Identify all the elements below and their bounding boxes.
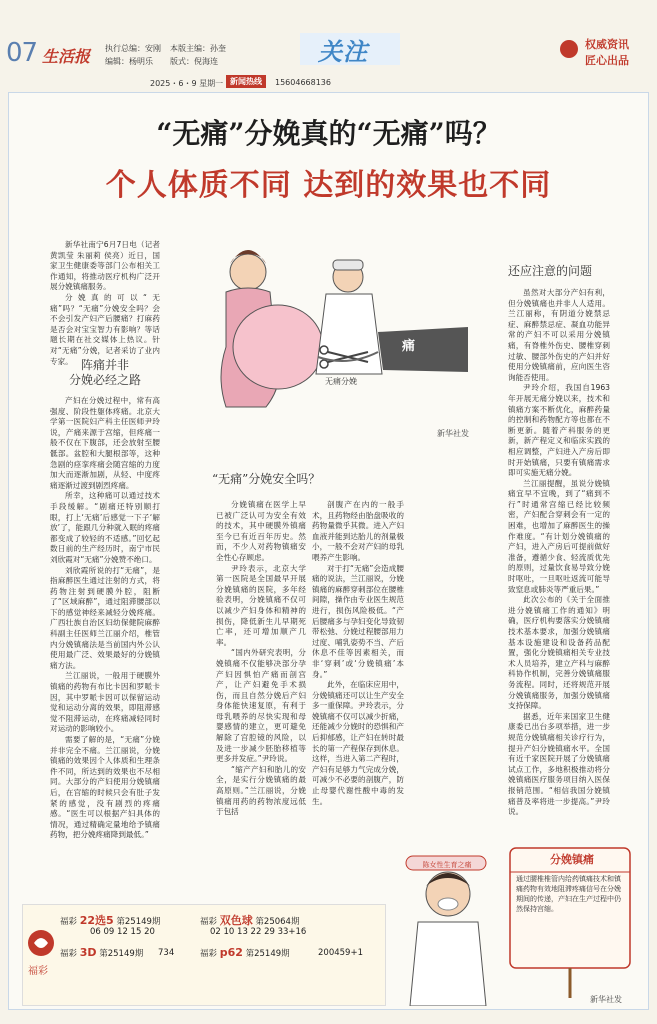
column-1-body xyxy=(50,396,160,841)
section-title-1 xyxy=(40,358,170,388)
lottery-game: 3D xyxy=(79,946,97,959)
version-editor: 本版主编：孙奎 xyxy=(170,44,226,53)
paper-name: 生活报 xyxy=(42,47,91,66)
lottery-row-4 xyxy=(200,946,290,959)
hotline-number: 15604668136 xyxy=(275,78,331,87)
lottery-numbers-2: 02 10 13 22 29 33+16 xyxy=(210,927,307,937)
paragraph: 此次公布的《关于全面推进分娩镇痛工作的通知》明确，医疗机构要落实分娩镇痛技术基本要求，加强分娩镇痛基本设施建设和设备药品配置，强化分娩镇痛相关专业技术人员培养，建立产科与麻醉科协作机制，完善分娩镇痛服务流程。同时，还将规范开展分娩镇痛服务，加强分娩镇痛支持保障。 xyxy=(508,595,610,711)
paragraph: 剖腹产在内的一般手术，且药物经由胎盘吸收的药物量微乎其微。进入产妇血液并能到达胎儿的剂量极小，一般不会对产妇的母乳喂养产生影响。 xyxy=(312,500,404,562)
editor: 编辑：杨明乐 xyxy=(105,57,153,66)
paragraph: 分娩镇痛在医学上早已被广泛认可为安全有效的技术，其中硬膜外镇痛至今已有近百年历史。然而，不少人对药物镇痛安全性心存顾虑。 xyxy=(216,500,306,562)
paragraph: 兰江丽说，一般用于硬膜外镇痛的药物有布比卡因和罗哌卡因，其中罗哌卡因可以保留运动觉和运动分离的效果，即阻滞感觉不阻滞运动，在疼痛减轻同时对运动的影响较小。 xyxy=(50,671,160,734)
subheadline: 个人体质不同 达到的效果也不同 xyxy=(105,168,552,203)
lottery-game: 双色球 xyxy=(219,914,253,927)
section-title-2: “无痛”分娩安全吗？ xyxy=(212,472,321,486)
column-3-body xyxy=(312,500,404,807)
column-4-body xyxy=(508,288,610,818)
issue-date: 2025・6・9 星期一 xyxy=(150,79,224,88)
section-title-line: 阵痛并非 xyxy=(80,358,129,372)
lottery-numbers-4: 200459+1 xyxy=(318,948,363,958)
lottery-game: p62 xyxy=(219,946,243,959)
lottery-brand: 福彩 xyxy=(200,949,218,959)
topic-label: 关注 xyxy=(318,38,368,66)
newspaper-logo-icon xyxy=(560,40,578,58)
lottery-issue: 第25149期 xyxy=(99,949,144,959)
lottery-brand: 福彩 xyxy=(200,917,218,927)
illustration-label-painless: 无痛分娩 xyxy=(325,377,357,386)
illustration-credit: 新华社发 xyxy=(437,429,469,438)
paragraph: 需要了解的是，“无痛”分娩并非完全不痛。兰江丽说，分娩镇痛的效果因个人体质和生理条件不同，所达到的效果也不尽相同。大部分的产妇使用分娩镇痛后，在宫缩的时候只会有肚子发紧的感觉，没有剧烈的疼痛感。“医生可以根据产妇具体的情况，通过精确定量地给予镇痛药物，把分娩疼痛降到最低。” xyxy=(50,735,160,840)
headline: “无痛”分娩真的“无痛”吗？ xyxy=(156,117,501,150)
lottery-logo-text: 福彩 xyxy=(28,966,48,977)
paragraph: “国内外研究表明，分娩镇痛不仅能够决部分孕产妇因惧怕产痛而剖宫产，让产妇避免手术损伤，而且自然分娩后产妇身体能快速复原，有利于母乳喂养的尽快实现和母婴感情的建立，更可避免解除了宫腔镜的风险，以及进一步减少胚胎移植等更多并发症。”尹玲说。 xyxy=(216,648,306,764)
slogan-line-1: 权威资讯 xyxy=(585,38,629,51)
paragraph: 据悉，近年来国家卫生健康委已出台多项举措，进一步规范分娩镇痛相关诊疗行为，提升产妇分娩镇痛水平。全国有近千家医院开展了分娩镇痛试点工作，多地积极推动将分娩镇痛医疗服务项目纳入医保报销范围。“相信我国分娩镇痛普及率将进一步提高。”尹玲说。 xyxy=(508,711,610,817)
paragraph: 对于打“无痛”会造成腰痛的说法，兰江丽说，分娩镇痛的麻醉穿刺部位在腰椎间隙，操作由专业医生规范进行，损伤风险极低。“产后腰痛多与孕妇变化导致韧带松弛、分娩过程腰部用力过度、哺乳姿势不当、产后休息不佳等因素相关，而非‘穿刺’或‘分娩镇痛’本身。” xyxy=(312,563,404,679)
lottery-game: 22选5 xyxy=(79,914,114,927)
lottery-issue: 第25149期 xyxy=(116,917,161,927)
lottery-row-3 xyxy=(60,946,143,959)
lottery-numbers-3: 734 xyxy=(158,948,175,958)
paragraph: 尹玲介绍，我国自1963年开展无痛分娩以来，技术和镇痛方案不断优化，麻醉药量的控制和药物配方等也都在不断更新。随着产科服务的更新，新产程定义和临床实践的相应调整，产妇进入产房后即时开始镇痛，只要有镇痛需求即可实施无痛分娩。 xyxy=(508,383,610,478)
illustration-pregnant-woman-and-doctor xyxy=(178,232,478,432)
section-title-line: 分娩必经之路 xyxy=(68,373,141,387)
column-1-intro xyxy=(50,240,160,367)
lottery-issue: 第25064期 xyxy=(255,917,300,927)
paragraph: 刘欣霞所说的打“无痛”，是指麻醉医生通过注射的方式，将药物注射到硬膜外腔，阻断了“区域麻醉”，通过阻滞腰部以下的感觉神经来减轻分娩疼痛。广西壮族自治区妇幼保健院麻醉科副主任医师兰江丽介绍，椎管内分娩镇痛法是当前国内外公认使用最广泛、效果最好的分娩镇痛方法。 xyxy=(50,565,160,670)
designer: 版式：倪海连 xyxy=(170,57,218,66)
cartoon-board-title: 分娩镇痛 xyxy=(550,853,594,866)
column-2-body xyxy=(216,500,306,818)
paragraph: 虽然对大部分产妇有利，但分娩镇痛也并非人人适用。兰江丽称，有阴道分娩禁忌症、麻醉禁忌症、凝血功能异常的产妇不可以采用分娩镇痛，有脊椎外伤史、腰椎穿刺过敏、腰部外伤史的产妇并好使用分娩镇痛前，应向医生咨询能否使用。 xyxy=(508,288,610,382)
paragraph: 产妇在分娩过程中，常有高强度、阶段性躯体疼痛。北京大学第一医院妇产科主任医师尹玲说，产痛来源于宫缩，但疼痛一般不仅在下腹部，还会放射至腰骶部。盆腔和大腿根部等，这种急剧的痉挛疼痛会随宫缩的力度加大而逐渐加剧，从轻、中度疼痛逐渐过渡到剧烈疼痛。 xyxy=(50,396,160,490)
lottery-issue: 第25149期 xyxy=(245,949,290,959)
paragraph: 尹玲表示，北京大学第一医院是全国最早开展分娩镇痛的医院，多年经验表明，分娩镇痛不仅可以减少产妇身体和精神的损伤，降低新生儿早期死亡率，还可增加顺产几率。 xyxy=(216,563,306,647)
cartoon-doctor-label: 陈女性生育之痛 xyxy=(422,861,472,869)
lottery-row-2 xyxy=(200,912,299,928)
paragraph: 所幸，这种痛可以通过技术手段缓解。“剧痛还特别顺打眼，打上‘无痛’后感觉一下子‘解放’了，能跟几分种就入眠的疼痛都变成了较轻的不适感。”回忆起数日前的生产经历时，南宁市民刘欣霞对“无痛”分娩赞不绝口。 xyxy=(50,491,160,564)
section-title-3: 还应注意的问题 xyxy=(508,264,593,278)
lottery-brand: 福彩 xyxy=(60,917,78,927)
paragraph: 分娩真的可以“无痛”吗？“无痛”分娩安全吗？会不会引发产妇产后腰痛？打麻药是否会对宝宝智力有影响？等话题长期在社交媒体上热议。针对“无痛”分娩，记者采访了业内专家。 xyxy=(50,292,160,366)
lottery-brand: 福彩 xyxy=(60,949,78,959)
paragraph: 兰江丽提醒，虽说分娩镇痛宜早不宜晚，到了“痛到不行”时通常宫缩已经比较频密，产妇配合穿刺会有一定的困难，也增加了麻醉医生的操作难度。“有计划分娩镇痛的产妇，进入产房后可提前做好准备，遵循少食、轻流质优先的原则，过量饮食易导致分娩时呕吐，一旦呕吐返流可能导致窒息或肺炎等严重后果。” xyxy=(508,478,610,594)
lottery-numbers-1: 06 09 12 15 20 xyxy=(90,927,155,937)
cartoon-credit: 新华社发 xyxy=(590,995,622,1004)
slogan-line-2: 匠心出品 xyxy=(585,54,629,67)
page-number: 07 xyxy=(6,38,38,68)
paragraph: “缩产产妇和胎儿的安全，是实行分娩镇痛的最高原则。”兰江丽说，分娩镇痛用药的药物浓度远低于包括 xyxy=(216,764,306,817)
lottery-logo-icon xyxy=(26,928,56,958)
cartoon-board-text: 通过腰椎椎管内给药镇痛技术和镇痛药物有效地阻滞疼痛信号在分娩期间的传递，产妇在生产过程中仍然保持宫缩。 xyxy=(516,875,621,913)
paragraph: 新华社南宁6月7日电（记者黄凯莹 朱丽莉 侯亮）近日，国家卫生健康委等部门公布相关工作通知，将推动医疗机构广泛开展分娩镇痛服务。 xyxy=(50,240,160,292)
illustration-label-pain: 痛 xyxy=(402,339,416,354)
hotline-label: 新闻热线 xyxy=(226,75,266,88)
exec-editor: 执行总编：安刚 xyxy=(105,44,161,53)
lottery-row-1 xyxy=(60,912,160,928)
paragraph: 此外，在临床应用中，分娩镇痛还可以让生产安全多一重保障。尹玲表示，分娩镇痛不仅可以减少折痛，还能减少分娩时的恐惧和产后抑郁感，让产妇在转时最长的第一产程保存到休息。这样，当进入第二产程时，产妇有足够力气完成分娩，可减少不必要的剖腹产，防止母婴代谢性酸中毒的发生。 xyxy=(312,680,404,806)
